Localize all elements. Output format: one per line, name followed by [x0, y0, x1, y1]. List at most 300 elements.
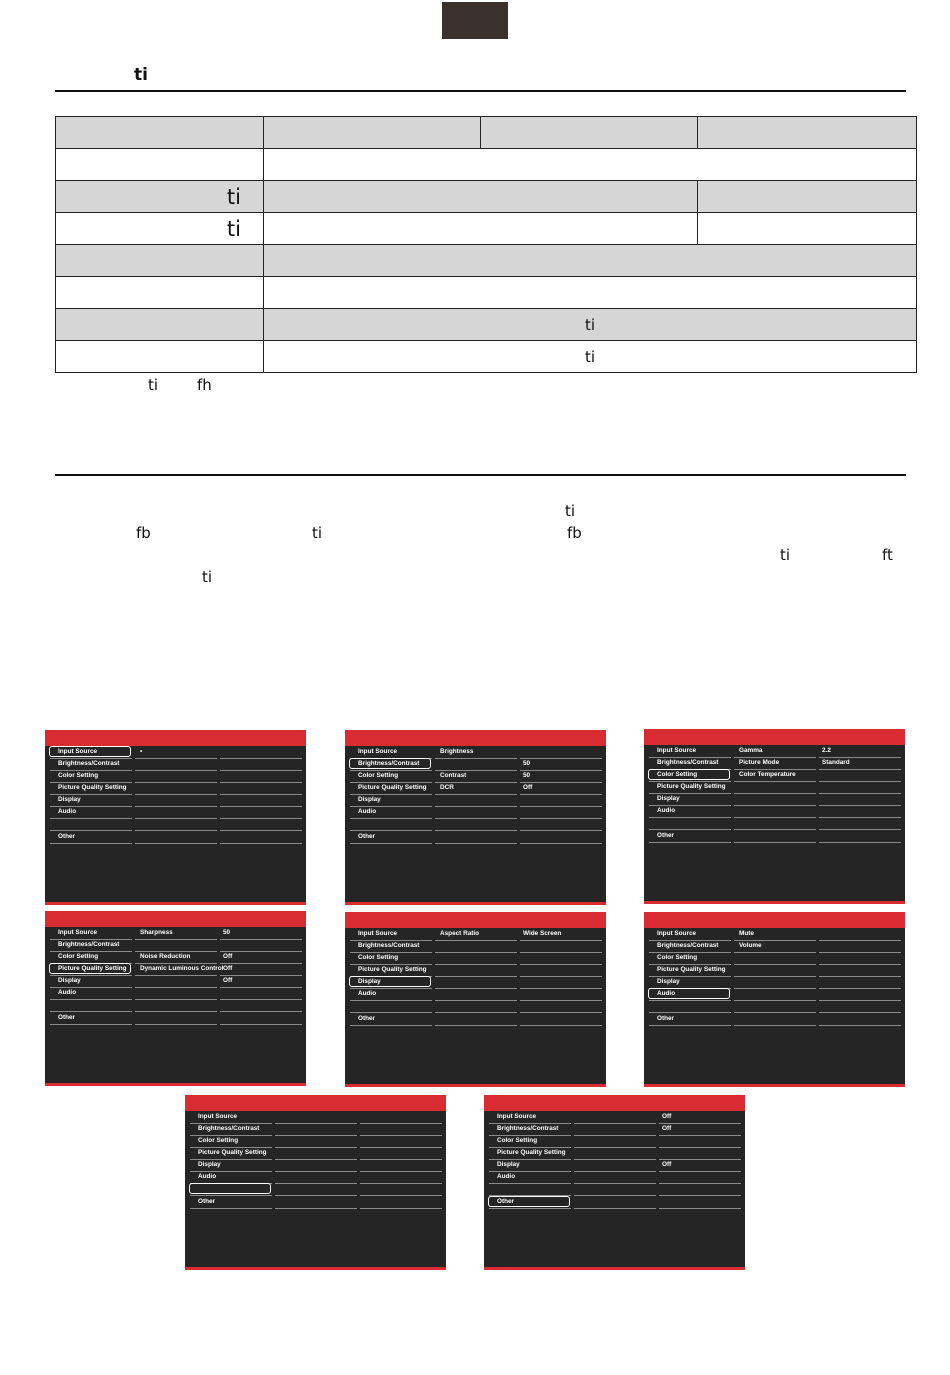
- osd-title-bar: [644, 912, 905, 928]
- osd-menu-item[interactable]: Audio: [657, 990, 676, 997]
- osd-row-divider: [520, 976, 602, 977]
- table-extra: [698, 181, 917, 213]
- osd-row-divider: [819, 805, 901, 806]
- osd-option-label: Dynamic Luminous Control: [140, 965, 224, 972]
- osd-option-value: 2.2: [822, 747, 831, 754]
- osd-row-divider: [734, 964, 816, 965]
- osd-row-divider: [350, 794, 432, 795]
- osd-row-divider: [360, 1147, 442, 1148]
- osd-row-divider: [489, 1208, 571, 1209]
- osd-menu-item[interactable]: Input Source: [358, 748, 398, 755]
- osd-row-divider: [435, 964, 517, 965]
- osd-row-divider: [135, 939, 217, 940]
- osd-menu-item[interactable]: Picture Quality Setting: [58, 784, 127, 791]
- osd-row-divider: [190, 1123, 272, 1124]
- osd-menu-item[interactable]: Other: [358, 1015, 376, 1022]
- osd-menu-item[interactable]: Brightness/Contrast: [657, 759, 719, 766]
- osd-row-divider: [734, 781, 816, 782]
- osd-row-divider: [220, 951, 302, 952]
- osd-option-label: DCR: [440, 784, 454, 791]
- osd-row-divider: [135, 999, 217, 1000]
- osd-menu-item[interactable]: Other: [358, 833, 376, 840]
- osd-row-divider: [649, 805, 731, 806]
- osd-row-divider: [819, 1012, 901, 1013]
- osd-menu-item[interactable]: Display: [497, 1161, 520, 1168]
- osd-row-divider: [819, 1000, 901, 1001]
- osd-bottom-bar: [345, 902, 606, 905]
- osd-row-divider: [275, 1159, 357, 1160]
- osd-row-divider: [520, 1025, 602, 1026]
- osd-row-divider: [350, 818, 432, 819]
- osd-bottom-bar: [484, 1267, 745, 1270]
- table-label: [56, 245, 264, 277]
- osd-row-divider: [275, 1147, 357, 1148]
- table-extra: [698, 213, 917, 245]
- osd-row-divider: [574, 1195, 656, 1196]
- osd-row-divider: [50, 1024, 132, 1025]
- osd-row-divider: [220, 975, 302, 976]
- osd-screen-color-setting: [644, 729, 905, 904]
- osd-row-divider: [190, 1159, 272, 1160]
- osd-row-divider: [659, 1195, 741, 1196]
- table-label: [56, 341, 264, 373]
- osd-screen-brightness-contrast: [345, 730, 606, 905]
- osd-menu-item[interactable]: Brightness/Contrast: [497, 1125, 559, 1132]
- table-label: [56, 277, 264, 309]
- osd-row-divider: [275, 1183, 357, 1184]
- osd-menu-item[interactable]: Color Setting: [58, 953, 99, 960]
- osd-menu-item[interactable]: Brightness/Contrast: [358, 760, 420, 767]
- osd-menu-item[interactable]: Audio: [358, 808, 377, 815]
- osd-menu-item[interactable]: Display: [198, 1161, 221, 1168]
- osd-row-divider: [520, 782, 602, 783]
- osd-row-divider: [649, 952, 731, 953]
- osd-row-divider: [574, 1183, 656, 1184]
- osd-menu-item[interactable]: Color Setting: [657, 954, 698, 961]
- osd-row-divider: [50, 758, 132, 759]
- osd-row-divider: [819, 976, 901, 977]
- table-header-cell: [56, 117, 264, 149]
- osd-row-divider: [734, 988, 816, 989]
- osd-title-bar: [644, 729, 905, 745]
- osd-row-divider: [435, 806, 517, 807]
- table-header-cell: [698, 117, 917, 149]
- osd-row-divider: [360, 1208, 442, 1209]
- osd-row-divider: [220, 758, 302, 759]
- osd-row-divider: [819, 829, 901, 830]
- osd-row-divider: [50, 818, 132, 819]
- osd-menu-item[interactable]: Other: [198, 1198, 216, 1205]
- osd-row-divider: [489, 1147, 571, 1148]
- osd-row-divider: [220, 770, 302, 771]
- osd-row-divider: [135, 975, 217, 976]
- osd-row-divider: [649, 1012, 731, 1013]
- osd-row-divider: [50, 830, 132, 831]
- osd-row-divider: [734, 1012, 816, 1013]
- osd-row-divider: [649, 817, 731, 818]
- osd-menu-item[interactable]: Display: [358, 796, 381, 803]
- osd-menu-item[interactable]: Other: [657, 832, 675, 839]
- osd-row-divider: [574, 1123, 656, 1124]
- osd-row-divider: [435, 976, 517, 977]
- osd-row-divider: [350, 843, 432, 844]
- osd-row-divider: [435, 770, 517, 771]
- osd-row-divider: [50, 782, 132, 783]
- table-row: [56, 181, 917, 213]
- osd-option-label: Volume: [739, 942, 762, 949]
- osd-row-divider: [819, 842, 901, 843]
- osd-title-bar: [45, 730, 306, 746]
- osd-menu-item[interactable]: Input Source: [58, 929, 98, 936]
- table-row: [56, 213, 917, 245]
- table-row: [56, 277, 917, 309]
- osd-row-divider: [220, 843, 302, 844]
- table-header-cell: [264, 117, 481, 149]
- osd-option-value: 50: [223, 929, 231, 936]
- osd-menu-item[interactable]: Audio: [657, 807, 676, 814]
- osd-row-divider: [220, 987, 302, 988]
- osd-row-divider: [520, 988, 602, 989]
- osd-screen-audio: [644, 912, 905, 1087]
- table-row: [56, 309, 917, 341]
- osd-row-divider: [135, 758, 217, 759]
- osd-bottom-bar: [185, 1267, 446, 1270]
- osd-row-divider: [819, 988, 901, 989]
- osd-menu-item[interactable]: Display: [58, 796, 81, 803]
- osd-menu-item[interactable]: Color Setting: [657, 771, 698, 778]
- osd-option-label: Mute: [739, 930, 754, 937]
- osd-row-divider: [734, 817, 816, 818]
- table-value: ti: [264, 341, 917, 373]
- osd-menu-item[interactable]: Display: [58, 977, 81, 984]
- osd-menu-item[interactable]: Picture Quality Setting: [358, 784, 427, 791]
- osd-row-divider: [50, 806, 132, 807]
- osd-row-divider: [360, 1135, 442, 1136]
- section-rule-2: [55, 474, 906, 476]
- table-label: ti: [56, 181, 264, 213]
- osd-row-divider: [435, 843, 517, 844]
- osd-title-bar: [484, 1095, 745, 1111]
- osd-bottom-bar: [644, 901, 905, 904]
- table-row: [56, 149, 917, 181]
- osd-option-label: Contrast: [440, 772, 467, 779]
- osd-row-divider: [220, 999, 302, 1000]
- osd-row-divider: [734, 805, 816, 806]
- osd-row-divider: [819, 769, 901, 770]
- osd-row-divider: [574, 1135, 656, 1136]
- table-value: [264, 213, 698, 245]
- osd-row-divider: [649, 976, 731, 977]
- osd-row-divider: [649, 842, 731, 843]
- osd-option-value: Standard: [822, 759, 850, 766]
- osd-row-divider: [135, 806, 217, 807]
- section-rule-1: [55, 90, 906, 92]
- osd-row-divider: [489, 1159, 571, 1160]
- osd-menu-item[interactable]: Picture Quality Setting: [497, 1149, 566, 1156]
- osd-menu-item[interactable]: Input Source: [657, 930, 697, 937]
- table-row: [56, 245, 917, 277]
- osd-menu-item[interactable]: Display: [657, 978, 680, 985]
- osd-row-divider: [350, 952, 432, 953]
- osd-row-divider: [50, 794, 132, 795]
- osd-option-label: Color Temperature: [739, 771, 796, 778]
- osd-row-divider: [190, 1171, 272, 1172]
- osd-row-divider: [819, 940, 901, 941]
- osd-menu-item[interactable]: Picture Quality Setting: [657, 966, 726, 973]
- osd-menu-item[interactable]: Color Setting: [358, 772, 399, 779]
- osd-row-divider: [435, 758, 517, 759]
- osd-option-value: Off: [223, 977, 233, 984]
- osd-menu-item[interactable]: Input Source: [58, 748, 98, 755]
- osd-row-divider: [435, 1012, 517, 1013]
- table-header-cell: [481, 117, 698, 149]
- body-fragment: ti: [312, 524, 323, 542]
- osd-row-divider: [360, 1183, 442, 1184]
- table-note-fragment: ti: [148, 376, 159, 394]
- osd-row-divider: [350, 1012, 432, 1013]
- osd-row-divider: [520, 758, 602, 759]
- osd-menu-item[interactable]: Color Setting: [58, 772, 99, 779]
- osd-row-divider: [649, 781, 731, 782]
- osd-row-divider: [520, 794, 602, 795]
- osd-menu-item[interactable]: Display: [358, 978, 381, 985]
- table-value: [264, 149, 917, 181]
- osd-row-divider: [734, 1025, 816, 1026]
- osd-title-bar: [45, 911, 306, 927]
- osd-row-divider: [220, 1024, 302, 1025]
- osd-row-divider: [435, 1000, 517, 1001]
- osd-row-divider: [360, 1123, 442, 1124]
- osd-menu-item[interactable]: Audio: [198, 1173, 217, 1180]
- osd-row-divider: [659, 1135, 741, 1136]
- osd-row-divider: [50, 939, 132, 940]
- osd-row-divider: [220, 818, 302, 819]
- osd-menu-item[interactable]: Audio: [497, 1173, 516, 1180]
- osd-row-divider: [275, 1171, 357, 1172]
- osd-row-divider: [734, 940, 816, 941]
- osd-row-divider: [135, 830, 217, 831]
- osd-option-value: Off: [223, 953, 233, 960]
- osd-menu-item[interactable]: Input Source: [198, 1113, 238, 1120]
- osd-row-divider: [819, 952, 901, 953]
- osd-row-divider: [220, 1011, 302, 1012]
- osd-menu-item[interactable]: Picture Quality Setting: [358, 966, 427, 973]
- osd-row-divider: [734, 793, 816, 794]
- osd-option-value: Wide Screen: [523, 930, 562, 937]
- osd-menu-item[interactable]: Brightness/Contrast: [58, 941, 120, 948]
- osd-row-divider: [360, 1159, 442, 1160]
- osd-row-divider: [350, 940, 432, 941]
- osd-row-divider: [50, 951, 132, 952]
- osd-row-divider: [220, 794, 302, 795]
- osd-row-divider: [220, 939, 302, 940]
- page-tab-marker: [442, 2, 508, 39]
- body-fragment: ti: [780, 546, 791, 564]
- osd-option-value: 50: [523, 772, 531, 779]
- osd-row-divider: [350, 770, 432, 771]
- table-label: ti: [56, 213, 264, 245]
- osd-row-divider: [360, 1171, 442, 1172]
- table-value: [264, 245, 917, 277]
- osd-row-divider: [220, 806, 302, 807]
- osd-option-value: 50: [523, 760, 531, 767]
- osd-row-divider: [734, 952, 816, 953]
- osd-row-divider: [135, 843, 217, 844]
- osd-row-divider: [489, 1183, 571, 1184]
- osd-menu-item[interactable]: Other: [657, 1015, 675, 1022]
- osd-title-bar: [185, 1095, 446, 1111]
- osd-row-divider: [435, 782, 517, 783]
- spec-table: [55, 116, 917, 373]
- osd-menu-item[interactable]: Brightness/Contrast: [198, 1125, 260, 1132]
- osd-row-divider: [190, 1135, 272, 1136]
- osd-row-divider: [190, 1208, 272, 1209]
- osd-menu-item[interactable]: Audio: [58, 808, 77, 815]
- osd-option-label: Gamma: [739, 747, 763, 754]
- osd-row-divider: [50, 975, 132, 976]
- osd-menu-item[interactable]: Audio: [358, 990, 377, 997]
- osd-option-value: Off: [662, 1113, 672, 1120]
- osd-menu-item[interactable]: Other: [58, 1014, 76, 1021]
- osd-menu-item[interactable]: Brightness/Contrast: [58, 760, 120, 767]
- osd-row-divider: [135, 782, 217, 783]
- osd-menu-item[interactable]: Brightness/Contrast: [358, 942, 420, 949]
- osd-row-divider: [819, 793, 901, 794]
- osd-row-divider: [275, 1208, 357, 1209]
- osd-row-divider: [734, 842, 816, 843]
- osd-row-divider: [135, 794, 217, 795]
- osd-row-divider: [135, 1011, 217, 1012]
- table-header-row: [56, 117, 917, 149]
- osd-row-divider: [190, 1195, 272, 1196]
- osd-row-divider: [659, 1171, 741, 1172]
- table-label: [56, 309, 264, 341]
- osd-row-divider: [350, 1000, 432, 1001]
- osd-row-divider: [275, 1135, 357, 1136]
- osd-menu-item[interactable]: Display: [657, 795, 680, 802]
- osd-row-divider: [350, 988, 432, 989]
- osd-option-label: Aspect Ratio: [440, 930, 480, 937]
- osd-menu-item[interactable]: Color Setting: [358, 954, 399, 961]
- osd-row-divider: [520, 830, 602, 831]
- osd-row-divider: [734, 757, 816, 758]
- osd-screen-blank-item: [185, 1095, 446, 1270]
- osd-row-divider: [275, 1123, 357, 1124]
- osd-row-divider: [350, 782, 432, 783]
- osd-row-divider: [819, 817, 901, 818]
- osd-row-divider: [734, 976, 816, 977]
- osd-row-divider: [50, 843, 132, 844]
- osd-menu-item[interactable]: Other: [497, 1198, 515, 1205]
- osd-row-divider: [649, 964, 731, 965]
- osd-row-divider: [350, 964, 432, 965]
- osd-menu-item[interactable]: Picture Quality Setting: [58, 965, 127, 972]
- body-fragment: ft: [882, 546, 893, 564]
- osd-menu-item[interactable]: Other: [58, 833, 76, 840]
- body-fragment: fb: [136, 524, 151, 542]
- osd-row-divider: [819, 964, 901, 965]
- osd-row-divider: [649, 1000, 731, 1001]
- osd-row-divider: [350, 1025, 432, 1026]
- osd-row-divider: [489, 1123, 571, 1124]
- table-label: [56, 149, 264, 181]
- osd-menu-item[interactable]: Brightness/Contrast: [657, 942, 719, 949]
- osd-row-divider: [819, 1025, 901, 1026]
- osd-option-value: Off: [662, 1161, 672, 1168]
- osd-row-divider: [50, 987, 132, 988]
- osd-row-divider: [50, 770, 132, 771]
- osd-row-divider: [435, 940, 517, 941]
- osd-menu-item[interactable]: Picture Quality Setting: [198, 1149, 267, 1156]
- osd-row-divider: [574, 1171, 656, 1172]
- table-value: [264, 277, 917, 309]
- osd-row-divider: [275, 1195, 357, 1196]
- osd-option-label: Brightness: [440, 748, 474, 755]
- osd-row-divider: [489, 1171, 571, 1172]
- osd-bottom-bar: [45, 1083, 306, 1086]
- osd-option-label: Picture Mode: [739, 759, 780, 766]
- osd-row-divider: [435, 988, 517, 989]
- osd-row-divider: [220, 782, 302, 783]
- osd-row-divider: [659, 1183, 741, 1184]
- body-fragment: ti: [565, 502, 576, 520]
- osd-option-value: Off: [223, 965, 233, 972]
- osd-row-divider: [520, 940, 602, 941]
- osd-menu-item[interactable]: Audio: [58, 989, 77, 996]
- osd-row-divider: [435, 818, 517, 819]
- osd-row-divider: [574, 1159, 656, 1160]
- osd-row-divider: [135, 818, 217, 819]
- osd-screen-picture-quality: [45, 911, 306, 1086]
- osd-row-divider: [135, 987, 217, 988]
- osd-menu-item[interactable]: Input Source: [497, 1113, 537, 1120]
- osd-row-divider: [659, 1123, 741, 1124]
- osd-row-divider: [50, 1011, 132, 1012]
- table-value: ti: [264, 309, 917, 341]
- osd-row-divider: [574, 1208, 656, 1209]
- osd-row-divider: [435, 1025, 517, 1026]
- osd-title-bar: [345, 912, 606, 928]
- osd-row-divider: [220, 830, 302, 831]
- osd-option-value: Off: [662, 1125, 672, 1132]
- osd-menu-item[interactable]: Input Source: [657, 747, 697, 754]
- osd-row-divider: [520, 818, 602, 819]
- osd-row-divider: [734, 769, 816, 770]
- osd-row-divider: [489, 1135, 571, 1136]
- osd-selection-box: [189, 1183, 271, 1194]
- osd-row-divider: [659, 1147, 741, 1148]
- table-row: [56, 341, 917, 373]
- osd-row-divider: [649, 1025, 731, 1026]
- osd-option-label: Sharpness: [140, 929, 173, 936]
- osd-row-divider: [135, 951, 217, 952]
- osd-row-divider: [520, 952, 602, 953]
- osd-menu-item[interactable]: Picture Quality Setting: [657, 783, 726, 790]
- osd-row-divider: [659, 1159, 741, 1160]
- osd-menu-item[interactable]: Color Setting: [198, 1137, 239, 1144]
- osd-screen-input-source: [45, 730, 306, 905]
- osd-row-divider: [819, 757, 901, 758]
- osd-row-divider: [520, 964, 602, 965]
- osd-row-divider: [135, 963, 217, 964]
- osd-menu-item[interactable]: Input Source: [358, 930, 398, 937]
- osd-row-divider: [350, 830, 432, 831]
- osd-row-divider: [649, 793, 731, 794]
- osd-row-divider: [435, 952, 517, 953]
- osd-row-divider: [734, 829, 816, 830]
- osd-option-value: Off: [523, 784, 533, 791]
- osd-menu-item[interactable]: Color Setting: [497, 1137, 538, 1144]
